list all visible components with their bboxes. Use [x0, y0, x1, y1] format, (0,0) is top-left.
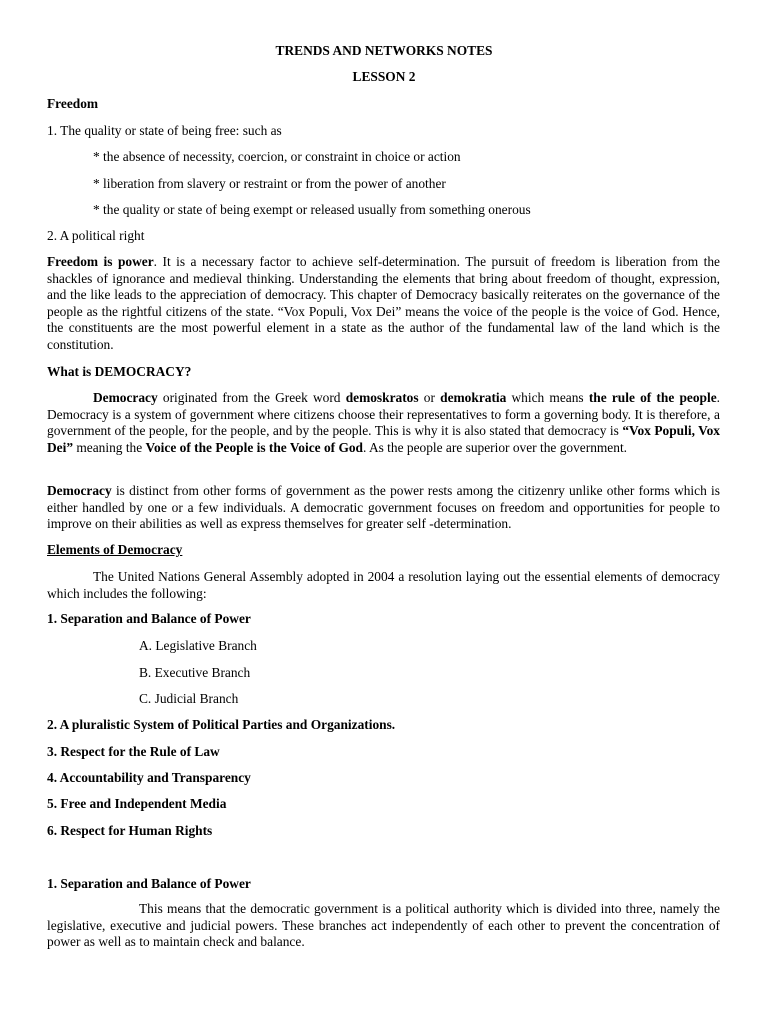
branch-item: A. Legislative Branch [139, 638, 257, 653]
elements-heading: Elements of Democracy [47, 542, 183, 557]
lesson-label: LESSON 2 [352, 69, 416, 84]
element-item: 4. Accountability and Transparency [47, 770, 251, 785]
freedom-definition-2: 2. A political right [47, 228, 145, 243]
separation-paragraph: This means that the democratic government is a political authority which is divided into three, namely the legislative, executive and judicial powers. These branches act independently of each other to prevent the concentration of power as well as to maintain check and balance. [47, 901, 720, 950]
element-item: 1. Separation and Balance of Power [47, 611, 251, 626]
document-title: TRENDS AND NETWORKS NOTES [275, 43, 493, 58]
element-item: 3. Respect for the Rule of Law [47, 744, 220, 759]
freedom-bullet: * the quality or state of being exempt or released usually from something onerous [93, 202, 531, 217]
freedom-is-power-paragraph: Freedom is power. It is a necessary factor to achieve self-determination. The pursuit of freedom is liberation from the shackles of ignorance and medieval thinking. Understanding the elements that bring about freedom of thought, expression, and the like leads to the appreciation of democracy. This chapter of Democracy basically reiterates on the governance of the people as the rightful citizens of the state. “Vox Populi, Vox Dei” means the voice of the people is the voice of God. Hence, the constituents are the most powerful element in a state as the author of the fundamental law of the land which is the constitution. [47, 254, 720, 352]
separation-heading: 1. Separation and Balance of Power [47, 876, 251, 891]
freedom-bullet: * liberation from slavery or restraint or from the power of another [93, 176, 446, 191]
branch-item: C. Judicial Branch [139, 691, 239, 706]
freedom-definition-1: 1. The quality or state of being free: such as [47, 123, 282, 138]
elements-intro: The United Nations General Assembly adopted in 2004 a resolution laying out the essential elements of democracy which includes the following: [47, 569, 720, 601]
freedom-heading: Freedom [47, 96, 99, 111]
democracy-paragraph-2: Democracy is distinct from other forms of government as the power rests among the citizenry unlike other forms which is either handled by one or a few individuals. A democratic government focuses on freedom and opportunities for people to improve on their abilities as well as express themselves for greater self -determination. [47, 483, 720, 532]
freedom-bullet: * the absence of necessity, coercion, or constraint in choice or action [93, 149, 461, 164]
element-item: 2. A pluralistic System of Political Parties and Organizations. [47, 717, 396, 732]
element-item: 5. Free and Independent Media [47, 796, 227, 811]
democracy-heading: What is DEMOCRACY? [47, 364, 192, 379]
branch-item: B. Executive Branch [139, 665, 251, 680]
democracy-paragraph-1: Democracy originated from the Greek word demoskratos or demokratia which means the rule of the people. Democracy is a system of government where citizens choose their representatives to form a governing body. It is therefore, a government of the people, for the people, and by the people. This is why it is also stated that democracy is “Vox Populi, Vox Dei” meaning the Voice of the People is the Voice of God. As the people are superior over the government. [47, 390, 721, 455]
element-item: 6. Respect for Human Rights [47, 823, 213, 838]
